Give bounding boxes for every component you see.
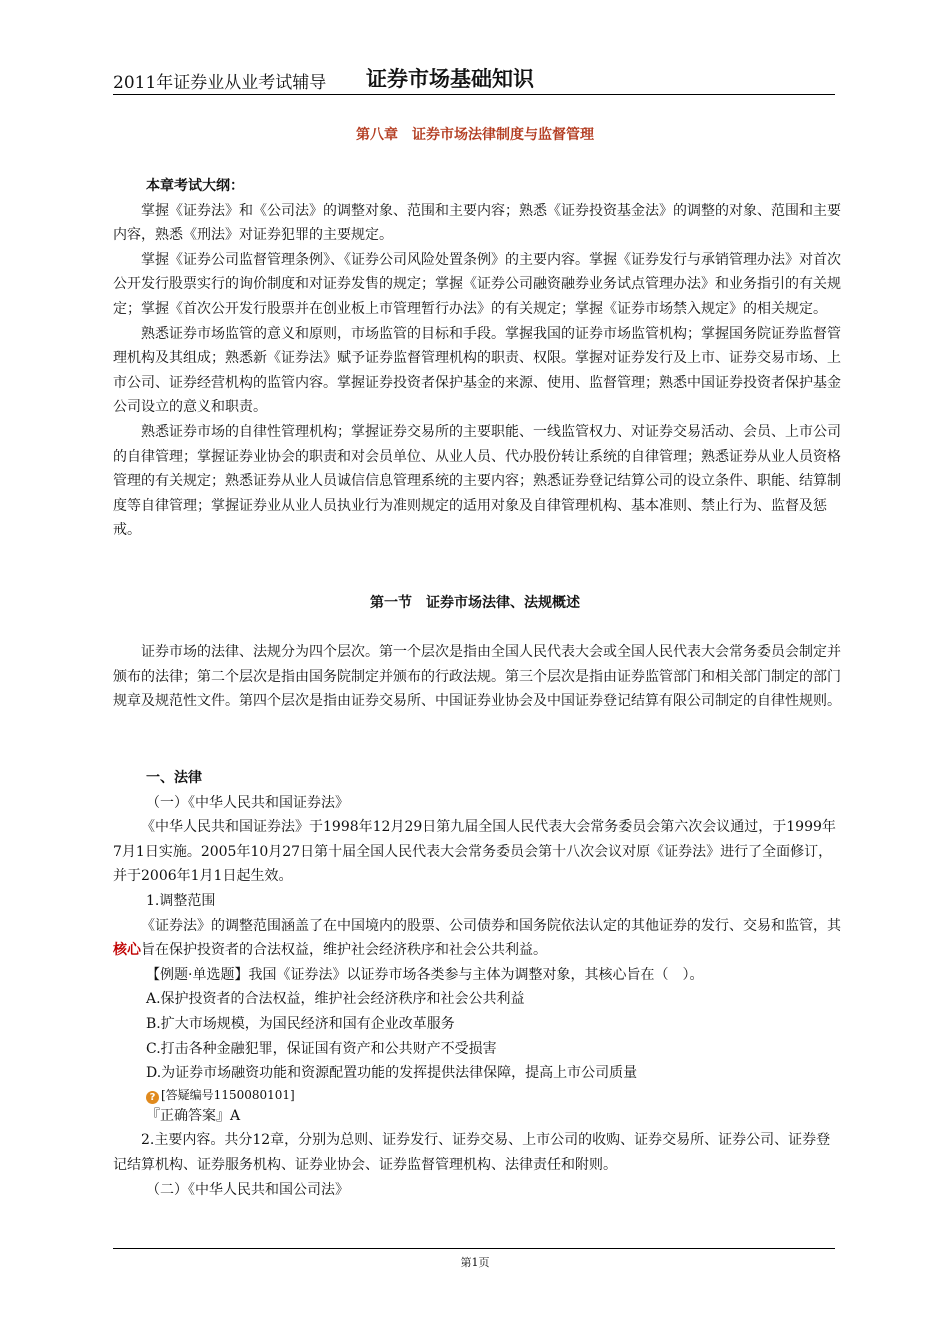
item-1-text-a: 《证券法》的调整范围涵盖了在中国境内的股票、公司债券和国务院依法认定的其他证券的发行、交易和监管，其 [141, 917, 841, 934]
outline-paragraph-3: 熟悉证券市场监管的意义和原则，市场监管的目标和手段。掌握我国的证券市场监管机构；掌握国务院证券监督管理机构及其组成；熟悉新《证券法》赋予证券监督管理机构的职责、权限。掌握对证券发行及上市、证券交易市场、上市公司、证券经营机构的监管内容。掌握证券投资者保护基金的来源、使用、监督管理；熟悉中国证券投资者保护基金公司设立的意义和职责。 [113, 325, 841, 416]
option-b: B.扩大市场规模，为国民经济和国有企业改革服务 [146, 1015, 455, 1032]
header-title: 证券市场基础知识 [366, 66, 534, 91]
outline-block [113, 174, 843, 543]
outline-paragraph-4: 熟悉证券市场的自律性管理机构；掌握证券交易所的主要职能、一线监管权力、对证券交易活动、会员、上市公司的自律管理；掌握证券业协会的职责和对会员单位、从业人员、代办股份转让系统的自律管理；熟悉证券从业人员资格管理的有关规定；熟悉证券从业人员诚信信息管理系统的主要内容；熟悉证券登记结算公司的设立条件、职能、结算制度等自律管理；掌握证券业从业人员执业行为准则规定的适用对象及自律管理机构、基本准则、禁止行为、监督及惩戒。 [113, 423, 841, 539]
qa-ref-text: [答疑编号1150080101] [161, 1087, 295, 1102]
highlight-core: 核心 [113, 942, 141, 959]
qa-reference[interactable] [113, 1086, 843, 1104]
correct-answer: 『正确答案』A [146, 1107, 241, 1124]
section-intro: 证券市场的法律、法规分为四个层次。第一个层次是指由全国人民代表大会或全国人民代表大会常务委员会制定并颁布的法律；第二个层次是指由国务院制定并颁布的行政法规。第三个层次是指由证券监管部门和相关部门制定的部门规章及规范性文件。第四个层次是指由证券交易所、中国证券业协会及中国证券登记结算有限公司制定的自律性规则。 [113, 644, 841, 710]
law-sub-1-paragraph: 《中华人民共和国证券法》于1998年12月29日第九届全国人民代表大会常务委员会第六次会议通过，于1999年7月1日实施。2005年10月27日第十届全国人民代表大会常务委员会第十八次会议对原《证券法》进行了全面修订，并于2006年1月1日起生效。 [113, 819, 836, 885]
law-block [113, 766, 843, 1202]
law-item-1: 1.调整范围 [146, 892, 216, 909]
page-number: 第1页 [460, 1256, 490, 1269]
section-title: 第一节 证券市场法律、法规概述 [370, 595, 580, 611]
law-item-1-paragraph [113, 914, 843, 963]
example-question: 【例题·单选题】我国《证券法》以证券市场各类参与主体为调整对象，其核心旨在（ ）。 [146, 966, 704, 983]
item-1-text-b: 旨在保护投资者的合法权益，维护社会经济秩序和社会公共利益。 [141, 942, 547, 959]
law-sub-2: （二）《中华人民共和国公司法》 [146, 1181, 349, 1198]
section-intro-block [113, 640, 843, 714]
law-item-2-paragraph: 2.主要内容。共分12章，分别为总则、证券发行、证券交易、上市公司的收购、证券交易所、证券公司、证券登记结算机构、证券服务机构、证券业协会、证券监督管理机构、法律责任和附则。 [113, 1132, 831, 1173]
law-sub-1: （一）《中华人民共和国证券法》 [146, 794, 349, 811]
question-icon: ? [146, 1091, 159, 1104]
chapter-title: 第八章 证券市场法律制度与监督管理 [356, 127, 594, 143]
header-prefix: 2011年证券业从业考试辅导 [113, 73, 327, 93]
outline-heading: 本章考试大纲： [146, 178, 244, 194]
footer-rule [113, 1248, 835, 1249]
page-header [113, 58, 835, 95]
outline-paragraph-1: 掌握《证券法》和《公司法》的调整对象、范围和主要内容；熟悉《证券投资基金法》的调整的对象、范围和主要内容，熟悉《刑法》对证券犯罪的主要规定。 [113, 202, 841, 244]
law-heading: 一、法律 [146, 770, 202, 786]
option-c: C.打击各种金融犯罪，保证国有资产和公共财产不受损害 [146, 1040, 497, 1057]
outline-paragraph-2: 掌握《证券公司监督管理条例》、《证券公司风险处置条例》的主要内容。掌握《证券发行与承销管理办法》对首次公开发行股票实行的询价制度和对证券发售的规定；掌握《证券公司融资融券业务试点管理办法》和业务指引的有关规定；掌握《首次公开发行股票并在创业板上市管理暂行办法》的有关规定；掌握《证券市场禁入规定》的相关规定。 [113, 251, 841, 317]
option-d: D.为证券市场融资功能和资源配置功能的发挥提供法律保障，提高上市公司质量 [146, 1065, 638, 1082]
option-a: A.保护投资者的合法权益，维护社会经济秩序和社会公共利益 [146, 991, 525, 1008]
